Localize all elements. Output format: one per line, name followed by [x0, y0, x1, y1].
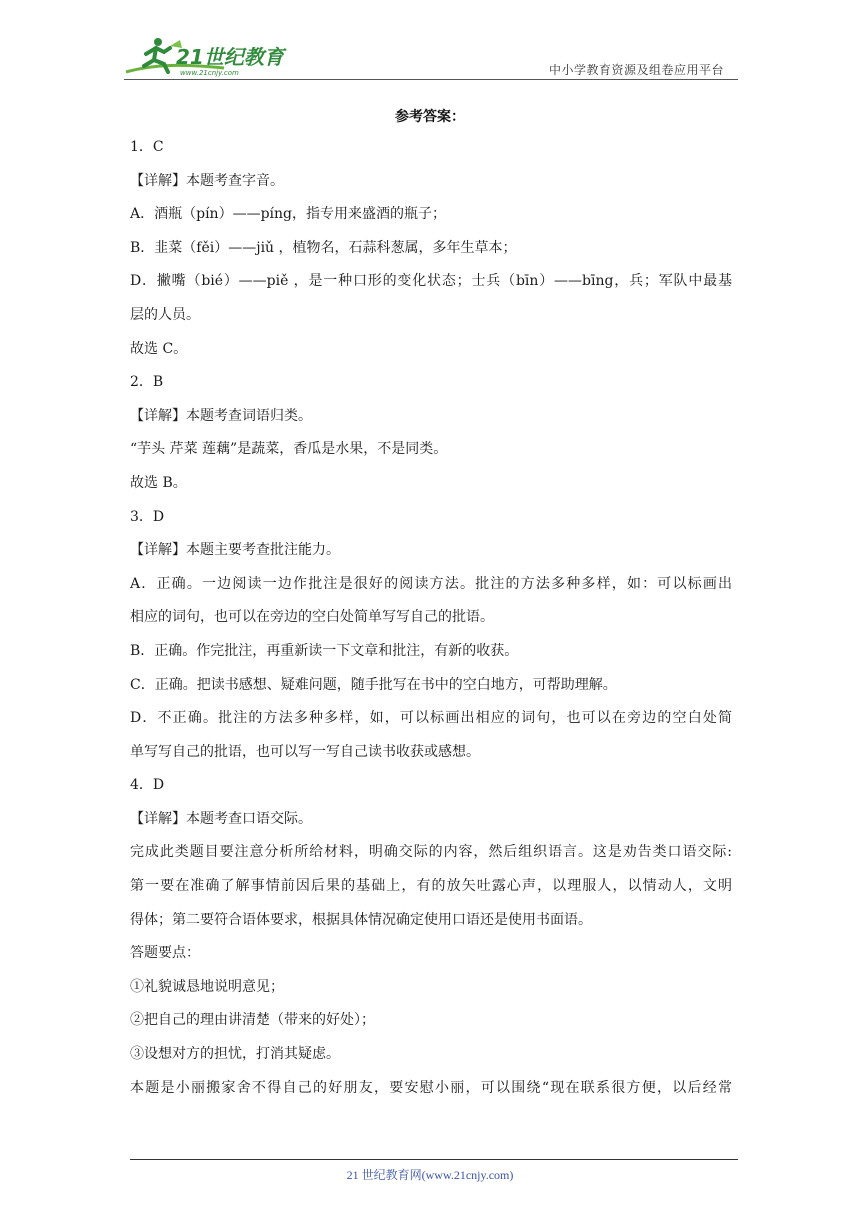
text-line: 第一要在准确了解事情前因后果的基础上，有的放矢吐露心声，以理服人，以情动人，文明 [130, 878, 732, 895]
page-title: 参考答案： [395, 109, 465, 125]
text-line: 【详解】本题考查词语归类。 [130, 407, 312, 424]
text-line: ①礼貌诚恳地说明意见； [130, 978, 284, 995]
footer-divider [130, 1159, 738, 1160]
logo [124, 34, 294, 78]
text-line: 【详解】本题主要考查批注能力。 [130, 542, 340, 559]
text-line: 故选 B。 [130, 474, 187, 491]
text-line: 3．D [130, 508, 165, 525]
text-line: “芋头 芹菜 莲藕”是蔬菜，香瓜是水果，不是同类。 [130, 441, 448, 458]
text-line: A．正确。一边阅读一边作批注是很好的阅读方法。批注的方法多种多样，如：可以标画出 [130, 575, 732, 592]
text-line: 2．B [130, 374, 164, 391]
page-footer: 21 世纪教育网(www.21cnjy.com) [346, 1168, 514, 1182]
page-header [124, 30, 738, 80]
logo-url-text: www.21cnjy.com [180, 69, 239, 77]
platform-label: 中小学教育资源及组卷应用平台 [548, 63, 724, 77]
text-line: A．酒瓶（pín）——píng，指专用来盛酒的瓶子； [130, 206, 446, 223]
text-line: D．撇嘴（bié）——piě ，是一种口形的变化状态；士兵（bīn）——bīng，兵；军队中最基 [130, 273, 732, 290]
text-line: 层的人员。 [130, 306, 200, 323]
header-divider [124, 79, 738, 80]
text-line: B．正确。作完批注，再重新读一下文章和批注，有新的收获。 [130, 642, 519, 659]
runner-logo-icon [124, 34, 294, 78]
text-line: 【详解】本题考查口语交际。 [130, 810, 312, 827]
text-line: 得体；第二要符合语体要求，根据具体情况确定使用口语还是使用书面语。 [130, 911, 592, 928]
text-line: 4．D [130, 777, 165, 794]
text-line: 答题要点： [130, 945, 200, 962]
text-line: ②把自己的理由讲清楚（带来的好处）； [130, 1012, 375, 1029]
text-line: D．不正确。批注的方法多种多样，如，可以标画出相应的词句，也可以在旁边的空白处简 [130, 710, 732, 727]
text-line: 故选 C。 [130, 340, 188, 357]
text-line: 【详解】本题考查字音。 [130, 172, 284, 189]
text-line: 完成此类题目要注意分析所给材料，明确交际的内容，然后组织语言。这是劝告类口语交际: [130, 844, 732, 861]
logo-main-text: 21世纪教育 [176, 45, 284, 69]
text-line: ③设想对方的担忧，打消其疑虑。 [130, 1046, 340, 1063]
text-line: C．正确。把读书感想、疑难问题，随手批写在书中的空白地方，可帮助理解。 [130, 676, 617, 693]
answer-content [130, 131, 732, 1105]
text-line: 1．C [130, 139, 164, 155]
text-line: B．韭菜（fěi）——jiǔ ，植物名，石蒜科葱属，多年生草本； [130, 239, 517, 256]
text-line: 相应的词句，也可以在旁边的空白处简单写写自己的批语。 [130, 609, 494, 626]
text-line: 本题是小丽搬家舍不得自己的好朋友，要安慰小丽，可以围绕“现在联系很方便，以后经常 [130, 1079, 732, 1096]
text-line: 单写写自己的批语，也可以写一写自己读书收获或感想。 [130, 743, 480, 760]
